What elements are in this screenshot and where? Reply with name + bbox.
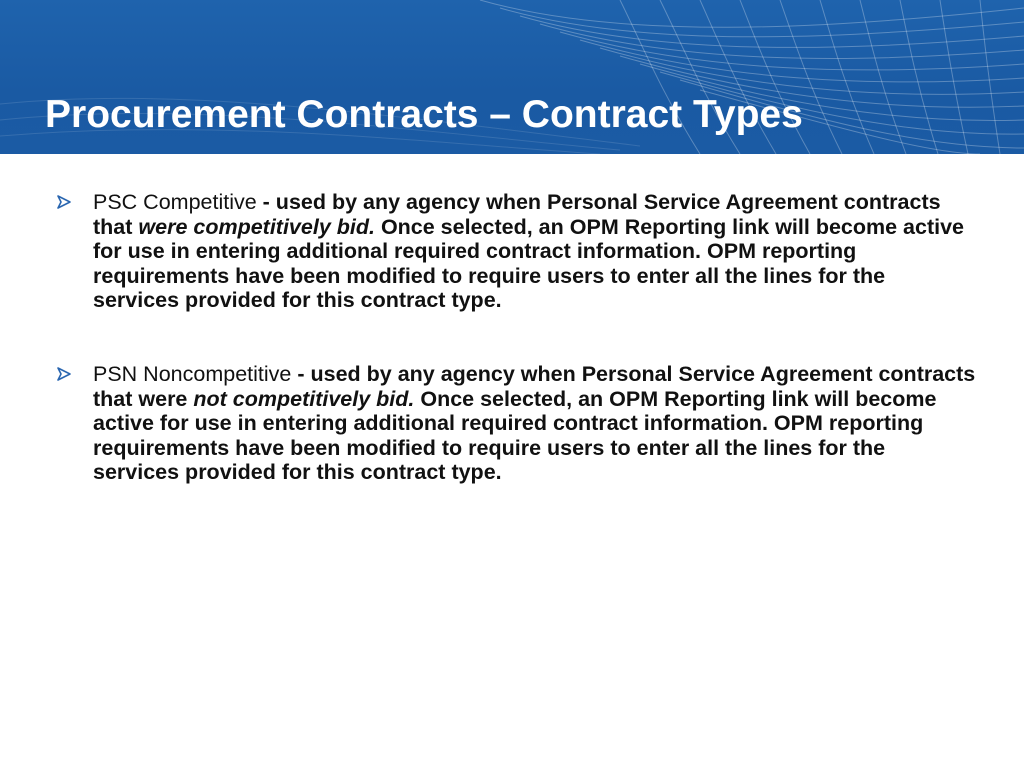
arrowhead-bullet-icon: [56, 366, 72, 382]
contract-type-emphasis: were competitively bid.: [138, 214, 375, 239]
slide-title: Procurement Contracts – Contract Types: [45, 93, 803, 136]
bullet-list: [56, 190, 976, 534]
title-banner: [0, 0, 1024, 154]
list-item-psn-noncompetitive: [56, 362, 976, 485]
contract-type-description: - used by any agency when Personal Service Agreement contracts that: [93, 190, 941, 239]
list-item-psc-competitive: [56, 190, 976, 313]
contract-type-details: Once selected, an OPM Reporting link will become active for use in entering additional required contract information. OPM reporting requirements have been modified to require users to enter all the lines for the services provided for this contract type.: [93, 386, 937, 485]
contract-type-name: PSC Competitive: [93, 190, 257, 214]
contract-type-details: Once selected, an OPM Reporting link will become active for use in entering additional required contract information. OPM reporting requirements have been modified to require users to enter all the lines for the services provided for this contract type.: [93, 214, 965, 313]
contract-type-description: - used by any agency when Personal Service Agreement contracts that were: [93, 361, 976, 411]
contract-type-emphasis: not competitively bid.: [193, 386, 415, 411]
contract-type-name: PSN Noncompetitive: [93, 361, 292, 386]
arrowhead-bullet-icon: [56, 194, 72, 210]
